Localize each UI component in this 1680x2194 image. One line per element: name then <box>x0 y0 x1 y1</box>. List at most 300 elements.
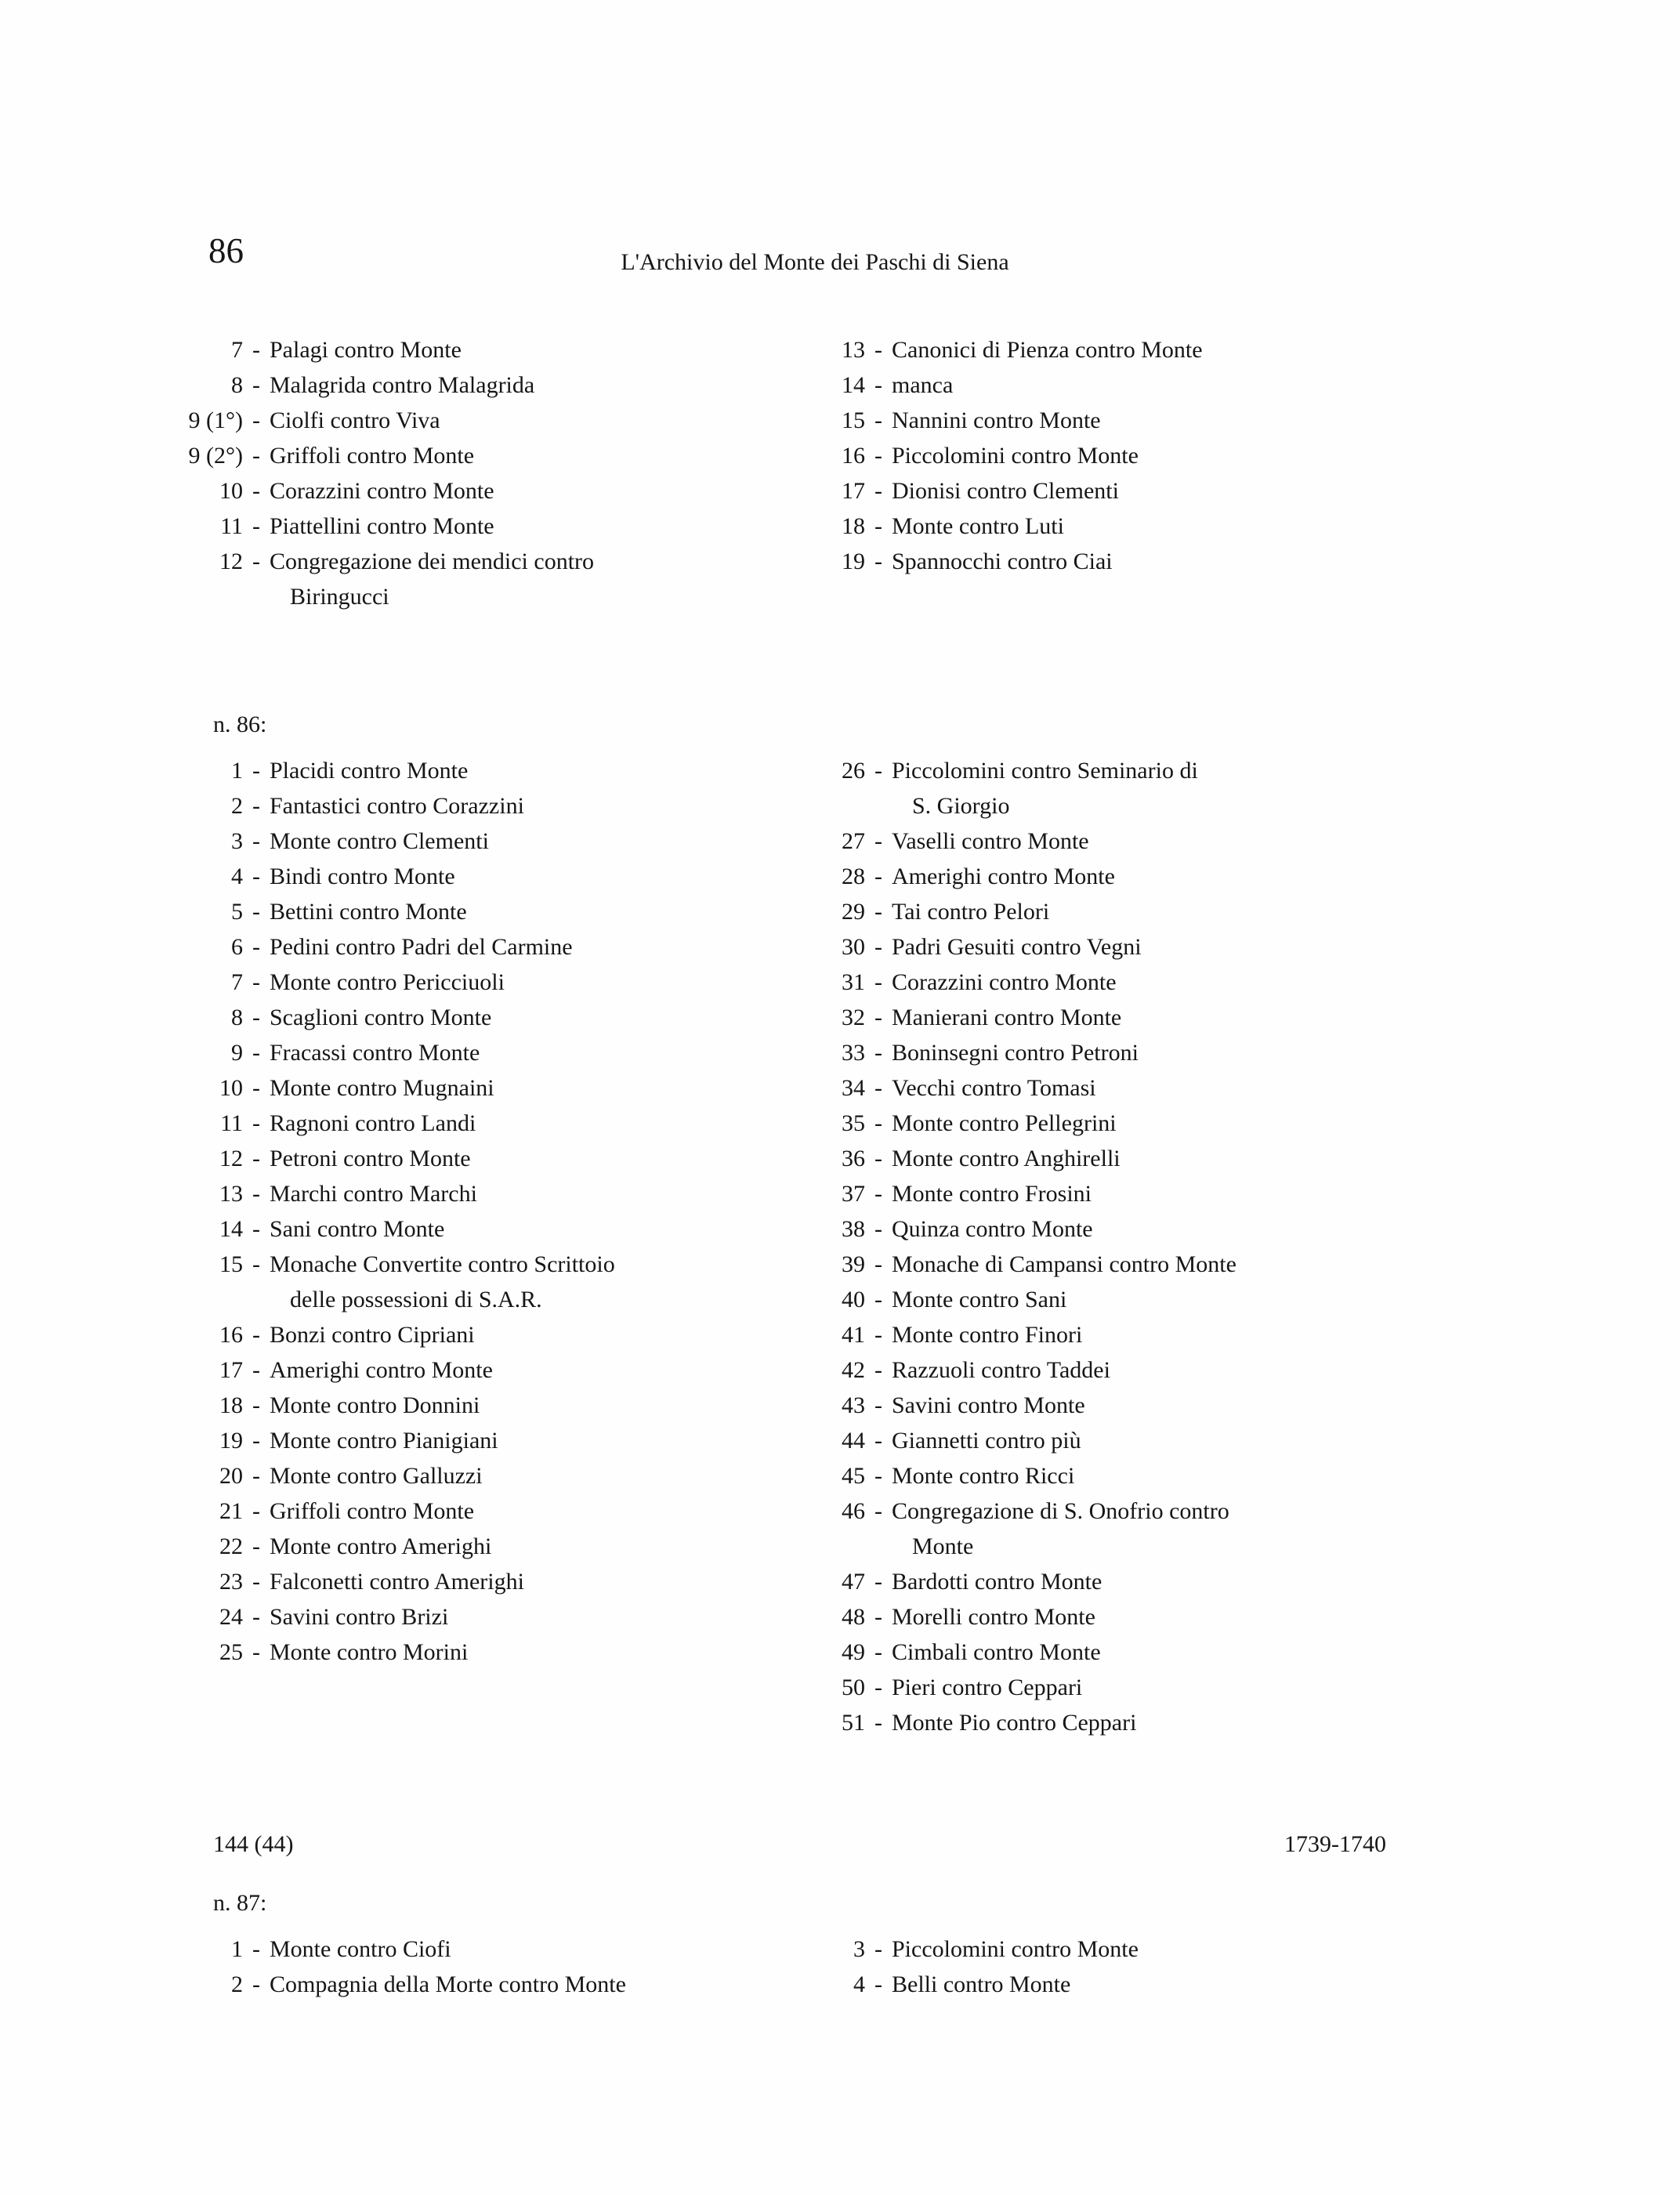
list-entry <box>157 1106 779 1141</box>
entry-number: 1 <box>231 758 243 784</box>
entry-text-line1: Piccolomini contro Seminario di <box>892 758 1198 784</box>
entry-separator: - <box>874 548 882 574</box>
entry-number: 51 <box>842 1710 865 1736</box>
entry-text <box>270 403 779 438</box>
entry-number: 34 <box>842 1075 865 1101</box>
entry-text-line1: Vecchi contro Tomasi <box>892 1075 1096 1101</box>
entry-text <box>892 1423 1680 1458</box>
list-entry <box>157 965 779 1000</box>
entry-number: 25 <box>219 1639 243 1665</box>
entry-text <box>270 509 779 544</box>
entry-number: 17 <box>842 478 865 504</box>
entry-separator: - <box>252 1639 260 1665</box>
list-entry <box>157 1529 779 1564</box>
entry-separator: - <box>252 1392 260 1418</box>
list-entry <box>779 509 1680 544</box>
entry-text-line1: Monte Pio contro Ceppari <box>892 1710 1137 1736</box>
entry-number: 5 <box>231 899 243 925</box>
entry-separator: - <box>252 934 260 960</box>
entry-text-line1: Ragnoni contro Landi <box>270 1110 476 1136</box>
list-entry <box>779 544 1680 579</box>
list-entry <box>157 1176 779 1211</box>
entry-text <box>892 1000 1680 1035</box>
entry-separator: - <box>252 863 260 889</box>
list-entry <box>779 1599 1680 1635</box>
list-entry <box>157 1317 779 1352</box>
entry-separator: - <box>252 407 260 433</box>
entry-separator: - <box>874 828 882 854</box>
list-entry <box>157 1599 779 1635</box>
entry-separator: - <box>252 793 260 819</box>
entry-text-line1: Monte contro Donnini <box>270 1392 480 1418</box>
entry-text <box>892 859 1680 894</box>
entry-text-line1: Boninsegni contro Petroni <box>892 1040 1139 1066</box>
entry-number: 17 <box>219 1357 243 1383</box>
entry-separator: - <box>252 1110 260 1136</box>
entry-number: 46 <box>842 1498 865 1524</box>
entry-separator: - <box>874 407 882 433</box>
entry-separator: - <box>874 1428 882 1454</box>
entry-number: 18 <box>842 513 865 539</box>
entry-separator: - <box>252 1463 260 1489</box>
entry-text <box>270 544 779 614</box>
entry-text <box>270 1599 779 1635</box>
entry-number: 37 <box>842 1181 865 1207</box>
entry-number: 41 <box>842 1322 865 1348</box>
entry-number: 7 <box>231 969 243 995</box>
entry-text-line1: Amerighi contro Monte <box>892 863 1115 889</box>
entry-number: 44 <box>842 1428 865 1454</box>
list-entry <box>779 753 1680 824</box>
list-entry <box>779 1247 1680 1282</box>
list-entry <box>157 1211 779 1247</box>
list-entry <box>779 1967 1680 2002</box>
entry-separator: - <box>874 372 882 398</box>
entry-text-line1: Cimbali contro Monte <box>892 1639 1101 1665</box>
list-entry <box>157 824 779 859</box>
entry-text-line1: Belli contro Monte <box>892 1971 1071 1997</box>
entry-text <box>892 1106 1680 1141</box>
list-entry <box>779 1493 1680 1564</box>
entry-separator: - <box>252 1533 260 1559</box>
list-entry <box>157 1070 779 1106</box>
entry-separator: - <box>874 1075 882 1101</box>
entry-text <box>892 824 1680 859</box>
entry-number: 43 <box>842 1392 865 1418</box>
entry-text <box>270 1070 779 1106</box>
entry-text <box>270 753 779 788</box>
list-entry <box>157 367 779 403</box>
entry-separator: - <box>252 1322 260 1348</box>
case-list-left-column <box>157 332 779 614</box>
entry-text <box>270 824 779 859</box>
entry-text <box>270 1932 779 1967</box>
entry-separator: - <box>252 1604 260 1630</box>
list-entry <box>779 1635 1680 1670</box>
list-entry <box>779 1670 1680 1705</box>
entry-separator: - <box>874 1322 882 1348</box>
entry-separator: - <box>252 1936 260 1962</box>
entry-separator: - <box>252 828 260 854</box>
entry-text <box>892 1070 1680 1106</box>
case-list-right-column <box>779 1932 1680 2002</box>
entry-separator: - <box>874 1357 882 1383</box>
list-entry <box>779 1564 1680 1599</box>
entry-number: 45 <box>842 1463 865 1489</box>
entry-separator: - <box>874 1498 882 1524</box>
entry-number: 35 <box>842 1110 865 1136</box>
entry-text-line2: S. Giorgio <box>912 793 1010 819</box>
list-entry <box>157 753 779 788</box>
entry-text-line1: Padri Gesuiti contro Vegni <box>892 934 1142 960</box>
entry-text-line1: Malagrida contro Malagrida <box>270 372 535 398</box>
entry-text <box>892 1388 1680 1423</box>
entry-number: 49 <box>842 1639 865 1665</box>
entry-number: 11 <box>220 1110 243 1136</box>
entry-separator: - <box>252 548 260 574</box>
entry-text-line2: delle possessioni di S.A.R. <box>290 1287 542 1312</box>
entry-text-line1: Fracassi contro Monte <box>270 1040 480 1066</box>
list-entry <box>779 1352 1680 1388</box>
entry-text <box>892 753 1680 824</box>
entry-text <box>270 1211 779 1247</box>
entry-text <box>270 894 779 929</box>
list-entry <box>779 965 1680 1000</box>
entry-text <box>270 1388 779 1423</box>
entry-text <box>270 1967 779 2002</box>
entry-text-line1: Corazzini contro Monte <box>892 969 1117 995</box>
list-entry <box>779 438 1680 473</box>
entry-text <box>270 788 779 824</box>
entry-text-line1: Monache di Campansi contro Monte <box>892 1251 1236 1277</box>
entry-text-line1: Corazzini contro Monte <box>270 478 494 504</box>
list-entry <box>779 1388 1680 1423</box>
entry-number: 50 <box>842 1674 865 1700</box>
entry-text <box>892 929 1680 965</box>
entry-number: 13 <box>219 1181 243 1207</box>
entry-text <box>892 438 1680 473</box>
entry-text-line1: Monte contro Morini <box>270 1639 469 1665</box>
case-list-n87 <box>157 1932 1680 2002</box>
entry-text-line1: Marchi contro Marchi <box>270 1181 477 1207</box>
entry-text-line1: Monte contro Pianigiani <box>270 1428 498 1454</box>
entry-text-line1: Amerighi contro Monte <box>270 1357 493 1383</box>
entry-number: 11 <box>220 513 243 539</box>
entry-separator: - <box>874 758 882 784</box>
list-entry <box>157 1564 779 1599</box>
entry-number: 16 <box>219 1322 243 1348</box>
entry-separator: - <box>874 1040 882 1066</box>
entry-separator: - <box>252 758 260 784</box>
entry-separator: - <box>252 1971 260 1997</box>
entry-text <box>892 1493 1680 1564</box>
entry-number: 4 <box>231 863 243 889</box>
entry-number: 48 <box>842 1604 865 1630</box>
list-entry <box>157 473 779 509</box>
entry-text-line1: Pedini contro Padri del Carmine <box>270 934 573 960</box>
entry-text-line1: Monte contro Clementi <box>270 828 489 854</box>
section-heading-n87: n. 87: <box>213 1890 267 1916</box>
entry-text-line1: Piccolomini contro Monte <box>892 443 1139 469</box>
entry-number: 1 <box>231 1936 243 1962</box>
shelfmark: 144 (44) <box>213 1831 294 1857</box>
entry-number: 33 <box>842 1040 865 1066</box>
list-entry <box>779 473 1680 509</box>
case-list-left-column <box>157 753 779 1740</box>
entry-number: 9 (2°) <box>188 443 243 469</box>
entry-number: 7 <box>231 337 243 363</box>
list-entry <box>779 367 1680 403</box>
entry-text-line1: Monte contro Frosini <box>892 1181 1092 1207</box>
entry-separator: - <box>874 1710 882 1736</box>
entry-number: 20 <box>219 1463 243 1489</box>
entry-text <box>270 1635 779 1670</box>
entry-text-line2: Biringucci <box>290 584 389 610</box>
list-entry <box>157 438 779 473</box>
case-list-right-column <box>779 332 1680 614</box>
entry-text <box>892 1458 1680 1493</box>
list-entry <box>779 1282 1680 1317</box>
entry-text-line1: Falconetti contro Amerighi <box>270 1569 524 1595</box>
entry-text-line1: Nannini contro Monte <box>892 407 1101 433</box>
entry-separator: - <box>874 1674 882 1700</box>
entry-text <box>270 1035 779 1070</box>
list-entry <box>157 1932 779 1967</box>
list-entry <box>779 1423 1680 1458</box>
entry-text-line1: Congregazione di S. Onofrio contro <box>892 1498 1229 1524</box>
entry-text-line1: Quinza contro Monte <box>892 1216 1093 1242</box>
entry-text-line1: Vaselli contro Monte <box>892 828 1089 854</box>
entry-separator: - <box>252 1357 260 1383</box>
entry-separator: - <box>874 1936 882 1962</box>
entry-separator: - <box>874 969 882 995</box>
entry-number: 47 <box>842 1569 865 1595</box>
entry-text <box>892 1176 1680 1211</box>
entry-text <box>892 1247 1680 1282</box>
entry-text-line1: Monte contro Finori <box>892 1322 1083 1348</box>
entry-text-line1: Monache Convertite contro Scrittoio <box>270 1251 615 1277</box>
list-entry <box>157 1141 779 1176</box>
entry-text <box>892 1141 1680 1176</box>
entry-separator: - <box>252 1569 260 1595</box>
entry-number: 3 <box>231 828 243 854</box>
entry-text-line1: Bonzi contro Cipriani <box>270 1322 475 1348</box>
section-heading-n86: n. 86: <box>213 711 267 737</box>
list-entry <box>157 788 779 824</box>
entry-text <box>270 1423 779 1458</box>
entry-separator: - <box>252 1181 260 1207</box>
entry-number: 2 <box>231 793 243 819</box>
list-entry <box>779 1176 1680 1211</box>
entry-text-line1: Giannetti contro più <box>892 1428 1081 1454</box>
entry-number: 22 <box>219 1533 243 1559</box>
entry-text-line1: Spannocchi contro Ciai <box>892 548 1113 574</box>
entry-text <box>270 859 779 894</box>
entry-separator: - <box>252 1040 260 1066</box>
entry-separator: - <box>874 1604 882 1630</box>
list-entry <box>157 403 779 438</box>
entry-number: 39 <box>842 1251 865 1277</box>
entry-text <box>892 1705 1680 1740</box>
entry-text <box>892 1211 1680 1247</box>
entry-text-line1: Savini contro Brizi <box>270 1604 449 1630</box>
entry-text <box>270 1106 779 1141</box>
entry-number: 3 <box>853 1936 865 1962</box>
entry-number: 2 <box>231 1971 243 1997</box>
entry-text <box>270 438 779 473</box>
entry-separator: - <box>874 1287 882 1312</box>
entry-number: 29 <box>842 899 865 925</box>
entry-number: 36 <box>842 1146 865 1171</box>
entry-separator: - <box>874 1569 882 1595</box>
entry-text-line1: Canonici di Pienza contro Monte <box>892 337 1203 363</box>
entry-text <box>270 1247 779 1317</box>
entry-number: 15 <box>219 1251 243 1277</box>
list-entry <box>157 1247 779 1317</box>
entry-text <box>270 332 779 367</box>
entry-text <box>892 1635 1680 1670</box>
entry-number: 9 (1°) <box>188 407 243 433</box>
entry-text <box>270 929 779 965</box>
entry-text-line1: Bardotti contro Monte <box>892 1569 1102 1595</box>
entry-number: 21 <box>219 1498 243 1524</box>
list-entry <box>157 1967 779 2002</box>
entry-number: 16 <box>842 443 865 469</box>
entry-number: 32 <box>842 1005 865 1030</box>
entry-text <box>270 1529 779 1564</box>
entry-number: 40 <box>842 1287 865 1312</box>
entry-number: 8 <box>231 372 243 398</box>
entry-text-line1: Tai contro Pelori <box>892 899 1050 925</box>
entry-text <box>892 1932 1680 1967</box>
entry-number: 12 <box>219 548 243 574</box>
entry-separator: - <box>874 443 882 469</box>
entry-number: 6 <box>231 934 243 960</box>
entry-separator: - <box>874 513 882 539</box>
entry-text-line1: Congregazione dei mendici contro <box>270 548 595 574</box>
entry-text <box>270 1564 779 1599</box>
entry-number: 8 <box>231 1005 243 1030</box>
entry-number: 14 <box>219 1216 243 1242</box>
list-entry <box>157 1352 779 1388</box>
entry-number: 19 <box>219 1428 243 1454</box>
entry-text-line1: Fantastici contro Corazzini <box>270 793 524 819</box>
entry-text-line1: Monte contro Ricci <box>892 1463 1075 1489</box>
entry-number: 18 <box>219 1392 243 1418</box>
entry-text-line1: Palagi contro Monte <box>270 337 462 363</box>
entry-number: 15 <box>842 407 865 433</box>
list-entry <box>157 1423 779 1458</box>
entry-text-line1: Piattellini contro Monte <box>270 513 494 539</box>
entry-text <box>270 965 779 1000</box>
entry-text-line1: Dionisi contro Clementi <box>892 478 1119 504</box>
entry-separator: - <box>874 1005 882 1030</box>
entry-text-line1: Griffoli contro Monte <box>270 1498 475 1524</box>
case-list-continued <box>157 332 1680 614</box>
list-entry <box>157 1493 779 1529</box>
entry-number: 23 <box>219 1569 243 1595</box>
entry-text-line1: Griffoli contro Monte <box>270 443 475 469</box>
entry-number: 9 <box>231 1040 243 1066</box>
list-entry <box>157 1388 779 1423</box>
entry-text-line1: Razzuoli contro Taddei <box>892 1357 1110 1383</box>
entry-number: 10 <box>219 478 243 504</box>
entry-text-line1: Monte contro Mugnaini <box>270 1075 494 1101</box>
entry-text-line1: Sani contro Monte <box>270 1216 445 1242</box>
entry-number: 27 <box>842 828 865 854</box>
page-content <box>0 332 1680 2002</box>
entry-separator: - <box>252 899 260 925</box>
list-entry <box>157 1635 779 1670</box>
entry-text-line1: Morelli contro Monte <box>892 1604 1095 1630</box>
entry-separator: - <box>252 1428 260 1454</box>
list-entry <box>779 1458 1680 1493</box>
entry-text-line1: Petroni contro Monte <box>270 1146 471 1171</box>
entry-separator: - <box>874 1110 882 1136</box>
list-entry <box>779 1317 1680 1352</box>
entry-number: 19 <box>842 548 865 574</box>
entry-number: 4 <box>853 1971 865 1997</box>
entry-text-line1: Monte contro Anghirelli <box>892 1146 1121 1171</box>
list-entry <box>157 509 779 544</box>
running-title: L'Archivio del Monte dei Paschi di Siena <box>621 249 1009 275</box>
entry-text <box>270 1141 779 1176</box>
entry-text-line1: Monte contro Sani <box>892 1287 1067 1312</box>
entry-separator: - <box>252 969 260 995</box>
entry-text-line1: Pieri contro Ceppari <box>892 1674 1083 1700</box>
list-entry <box>779 1070 1680 1106</box>
entry-text <box>892 1967 1680 2002</box>
case-list-n86 <box>157 753 1680 1740</box>
entry-number: 42 <box>842 1357 865 1383</box>
entry-separator: - <box>874 1463 882 1489</box>
list-entry <box>157 332 779 367</box>
list-entry <box>157 1458 779 1493</box>
entry-separator: - <box>874 863 882 889</box>
entry-text-line1: Placidi contro Monte <box>270 758 469 784</box>
page-number: 86 <box>208 231 244 270</box>
entry-text <box>892 1317 1680 1352</box>
entry-text-line1: Savini contro Monte <box>892 1392 1085 1418</box>
entry-number: 12 <box>219 1146 243 1171</box>
entry-text <box>270 367 779 403</box>
entry-separator: - <box>874 1181 882 1207</box>
entry-text-line1: Compagnia della Morte contro Monte <box>270 1971 626 1997</box>
entry-separator: - <box>874 478 882 504</box>
entry-separator: - <box>252 513 260 539</box>
entry-separator: - <box>252 1146 260 1171</box>
list-entry <box>779 403 1680 438</box>
entry-separator: - <box>874 337 882 363</box>
list-entry <box>779 1000 1680 1035</box>
entry-number: 24 <box>219 1604 243 1630</box>
entry-text <box>892 403 1680 438</box>
entry-text <box>270 1352 779 1388</box>
entry-separator: - <box>252 1216 260 1242</box>
list-entry <box>157 1000 779 1035</box>
entry-separator: - <box>874 1392 882 1418</box>
entry-text <box>270 1458 779 1493</box>
list-entry <box>779 859 1680 894</box>
entry-text <box>270 473 779 509</box>
list-entry <box>779 1141 1680 1176</box>
entry-text-line1: Piccolomini contro Monte <box>892 1936 1139 1962</box>
entry-separator: - <box>874 1146 882 1171</box>
list-entry <box>779 332 1680 367</box>
entry-text-line1: Manierani contro Monte <box>892 1005 1122 1030</box>
list-entry <box>157 544 779 614</box>
entry-text-line1: Monte contro Amerighi <box>270 1533 492 1559</box>
